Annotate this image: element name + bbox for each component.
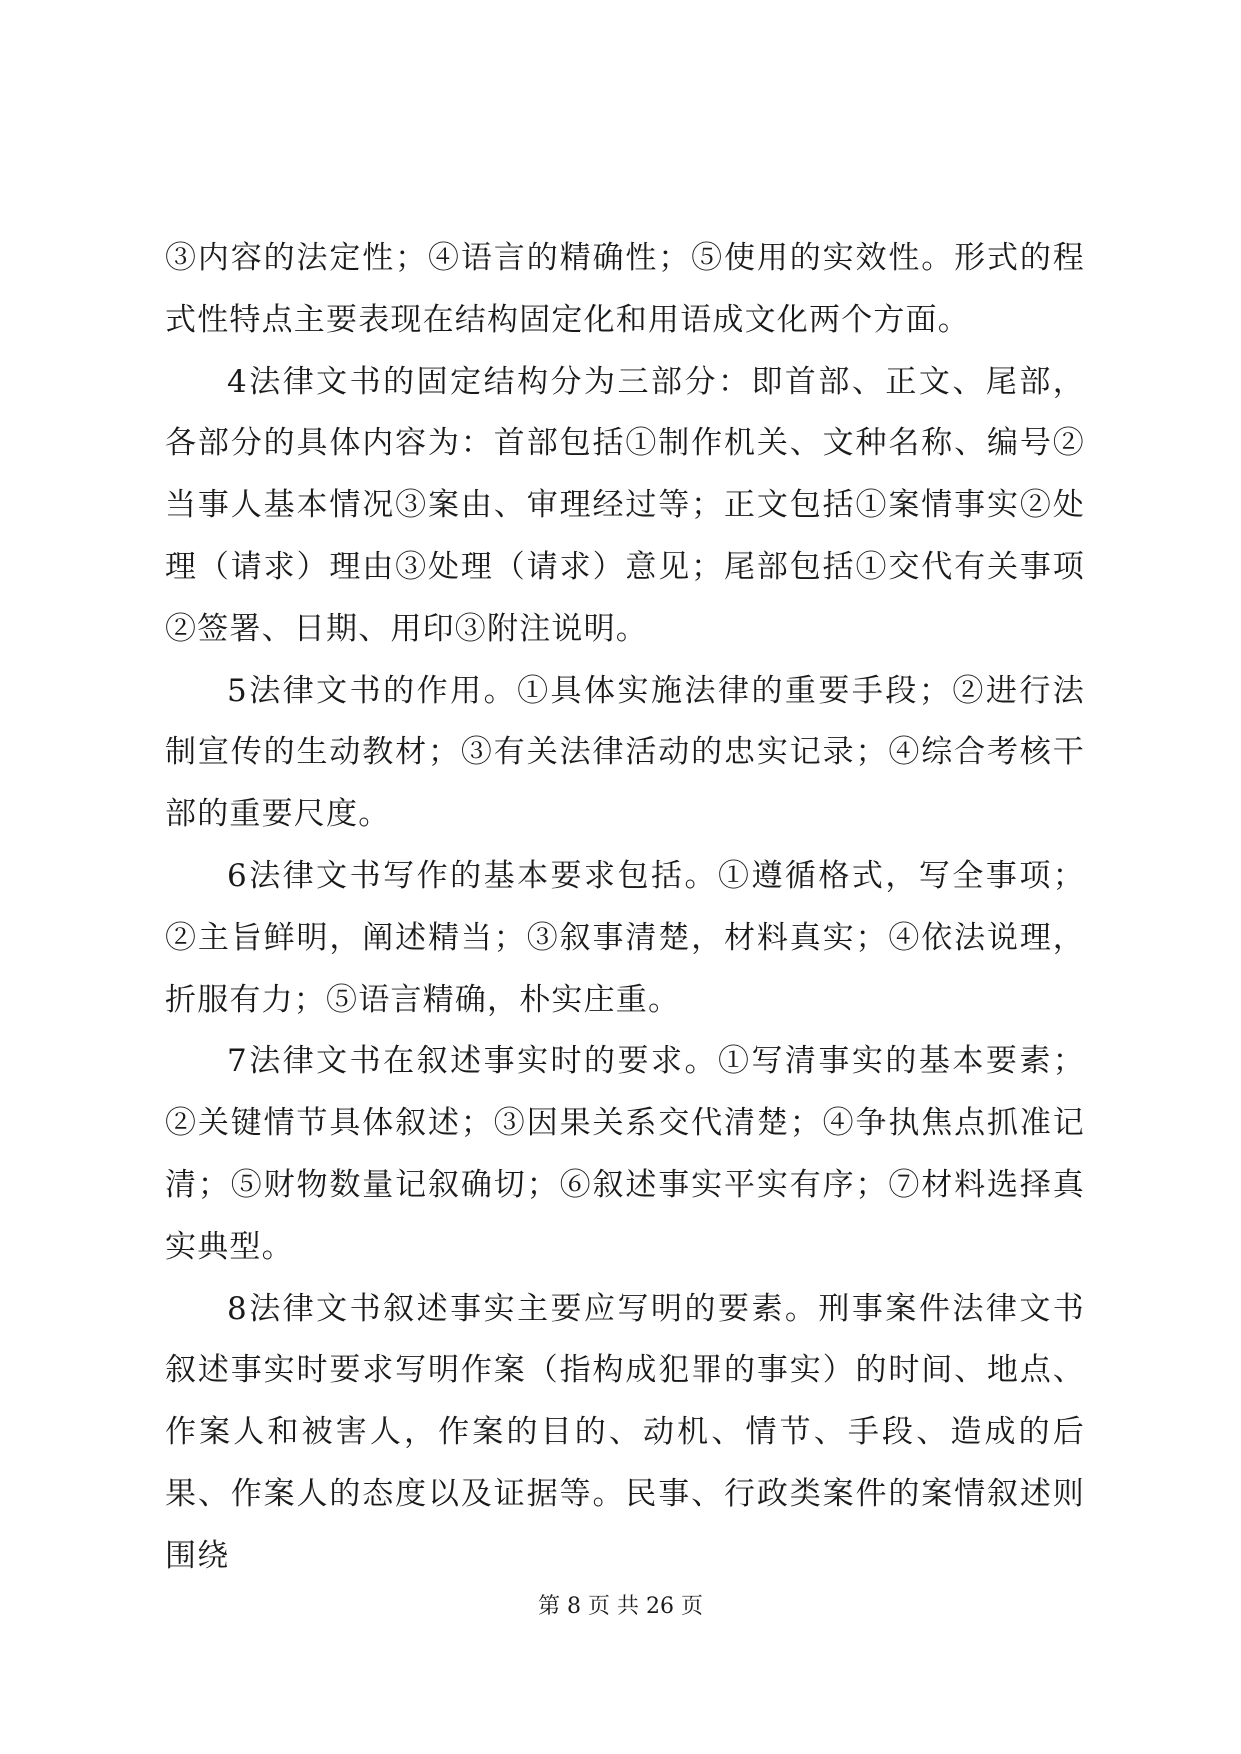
paragraph-2: 4法律文书的固定结构分为三部分：即首部、正文、尾部，各部分的具体内容为：首部包括①制作机关、文种名称、编号②当事人基本情况③案由、审理经过等；正文包括①案情事实②处理（请求）理由③处理（请求）意见；尾部包括①交代有关事项②签署、日期、用印③附注说明。 [165, 363, 1085, 647]
page-footer [0, 1592, 1241, 1622]
document-body [165, 228, 1085, 1588]
paragraph-1: ③内容的法定性；④语言的精确性；⑤使用的实效性。形式的程式性特点主要表现在结构固定化和用语成文化两个方面。 [165, 240, 1085, 338]
page-number-label: 第 8 页 共 26 页 [538, 1594, 703, 1619]
paragraph-6: 8法律文书叙述事实主要应写明的要素。刑事案件法律文书叙述事实时要求写明作案（指构成犯罪的事实）的时间、地点、作案人和被害人，作案的目的、动机、情节、手段、造成的后果、作案人的态度以及证据等。民事、行政类案件的案情叙述则围绕 [165, 1290, 1085, 1574]
paragraph-4: 6法律文书写作的基本要求包括。①遵循格式，写全事项；②主旨鲜明，阐述精当；③叙事清楚，材料真实；④依法说理，折服有力；⑤语言精确，朴实庄重。 [165, 857, 1085, 1018]
paragraph-3: 5法律文书的作用。①具体实施法律的重要手段；②进行法制宣传的生动教材；③有关法律活动的忠实记录；④综合考核干部的重要尺度。 [165, 672, 1085, 833]
paragraph-5: 7法律文书在叙述事实时的要求。①写清事实的基本要素；②关键情节具体叙述；③因果关系交代清楚；④争执焦点抓准记清；⑤财物数量记叙确切；⑥叙述事实平实有序；⑦材料选择真实典型。 [165, 1043, 1085, 1265]
